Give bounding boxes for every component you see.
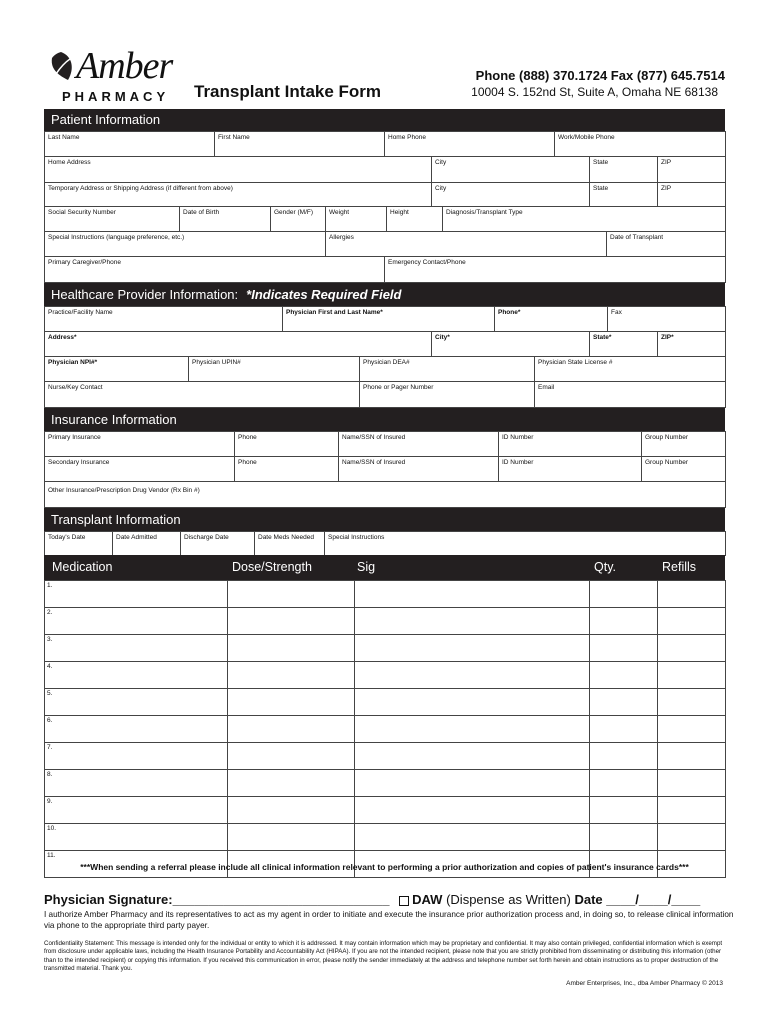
dose-cell[interactable] [228,797,355,824]
col-refills: Refills [662,560,697,574]
refills-cell[interactable] [658,581,726,608]
special-instructions-field[interactable]: Special Instructions (language preference, etc.) [45,232,326,257]
authorization-text: I authorize Amber Pharmacy and its representatives to act as my agent in order to initiate and execute the insurance prior authorization process and, in doing so, to release clinical information via phone to the appropriate third party payer. [44,910,734,930]
sig-cell[interactable] [355,824,590,851]
medication-row [45,824,726,851]
temp-zip-field[interactable]: ZIP [658,183,726,207]
provider-fax-field[interactable]: Fax [608,307,726,332]
provider-table-4 [44,381,726,408]
refills-cell[interactable] [658,635,726,662]
sig-cell[interactable] [355,662,590,689]
ssn-field[interactable]: Social Security Number [45,207,180,232]
sig-cell[interactable] [355,716,590,743]
qty-cell[interactable] [590,743,658,770]
dea-field[interactable]: Physician DEA# [360,357,535,382]
row-number: 11. [47,852,56,859]
secondary-phone-field[interactable]: Phone [235,457,339,482]
medication-row [45,581,726,608]
logo-subtitle: PHARMACY [62,89,170,104]
patient-info-table [44,131,726,157]
allergies-field[interactable]: Allergies [326,232,607,257]
physician-name-field[interactable]: Physician First and Last Name* [283,307,495,332]
refills-cell[interactable] [658,770,726,797]
temp-city-field[interactable]: City [432,183,590,207]
qty-cell[interactable] [590,824,658,851]
home-address-field[interactable]: Home Address [45,157,432,183]
confidentiality-statement: Confidentiality Statement: This message is intended only for the individual or entity to which it is addressed. It may contain information which may be proprietary and confidential. It may also contain privileged, confidential information which is exempt from disclosure under applicable laws, including the Health Insurance Portability and Accountability Act (HIPAA). If you are not the intended recipient, please note that you are strictly prohibited from disseminating or distributing this information (other than to the intended recipient) or copying this information. If you received this communication in error, please notify the sender immediately at the address and telephone number set forth herein and obtain instructions as to proper destruction of the transmitted material. Thank you. [44,940,723,972]
height-field[interactable]: Height [387,207,443,232]
sig-cell[interactable] [355,770,590,797]
city-field[interactable]: City [432,157,590,183]
patient-address-table [44,156,726,207]
medication-cell[interactable] [45,581,228,608]
todays-date-field[interactable]: Today's Date [45,532,113,556]
secondary-id-field[interactable]: ID Number [499,457,642,482]
refills-cell[interactable] [658,689,726,716]
provider-email-field[interactable]: Email [535,382,726,408]
provider-state-field[interactable]: State* [590,332,658,357]
refills-cell[interactable] [658,716,726,743]
upin-field[interactable]: Physician UPIN# [189,357,360,382]
col-qty: Qty. [594,560,616,574]
row-number: 10. [47,825,57,832]
dose-cell[interactable] [228,608,355,635]
medication-header [44,555,725,580]
practice-name-field[interactable]: Practice/Facility Name [45,307,283,332]
daw-text: (Dispense as Written) [446,892,571,907]
home-phone-field[interactable]: Home Phone [385,132,555,157]
provider-table-3 [44,356,726,382]
transplant-special-field[interactable]: Special Instructions [325,532,726,556]
sig-cell[interactable] [355,608,590,635]
medication-row [45,662,726,689]
patient-special-table [44,231,726,257]
provider-zip-field[interactable]: ZIP* [658,332,726,357]
section-patient-info [44,109,725,131]
section-transplant-info [44,508,725,531]
primary-group-field[interactable]: Group Number [642,432,726,457]
patient-details-table [44,206,726,232]
row-number: 3. [47,636,53,643]
medication-row [45,797,726,824]
physician-signature-field[interactable]: Physician Signature:______________________________ [44,892,390,907]
copyright: Amber Enterprises, Inc., dba Amber Pharmacy © 2013 [566,980,723,987]
section-provider-info [44,283,725,306]
gender-field[interactable]: Gender (M/F) [271,207,326,232]
provider-address-field[interactable]: Address* [45,332,432,357]
contact-address: 10004 S. 152nd St, Suite A, Omaha NE 68138 [471,85,718,99]
qty-cell[interactable] [590,662,658,689]
section-insurance-info [44,408,725,431]
dose-cell[interactable] [228,716,355,743]
daw-label: DAW [412,892,443,907]
medication-row [45,770,726,797]
qty-cell[interactable] [590,716,658,743]
col-dose: Dose/Strength [232,560,312,574]
qty-cell[interactable] [590,635,658,662]
weight-field[interactable]: Weight [326,207,387,232]
refills-cell[interactable] [658,797,726,824]
medication-cell[interactable] [45,635,228,662]
signature-line [44,892,700,907]
medication-row [45,716,726,743]
date-of-transplant-field[interactable]: Date of Transplant [607,232,726,257]
qty-cell[interactable] [590,770,658,797]
caregiver-field[interactable]: Primary Caregiver/Phone [45,257,385,283]
row-number: 4. [47,663,53,670]
dob-field[interactable]: Date of Birth [180,207,271,232]
row-number: 5. [47,690,53,697]
medication-cell[interactable] [45,770,228,797]
date-label: Date [574,892,603,907]
sig-cell[interactable] [355,689,590,716]
medication-cell[interactable] [45,689,228,716]
dose-cell[interactable] [228,743,355,770]
refills-cell[interactable] [658,743,726,770]
emergency-contact-field[interactable]: Emergency Contact/Phone [385,257,726,283]
referral-note: ***When sending a referral please include all clinical information relevant to performing a prior authorization and copies of patient's insurance cards*** [80,862,689,872]
medication-table [44,580,726,878]
temp-state-field[interactable]: State [590,183,658,207]
medication-cell[interactable] [45,608,228,635]
meds-needed-field[interactable]: Date Meds Needed [255,532,325,556]
secondary-name-ssn-field[interactable]: Name/SSN of Insured [339,457,499,482]
form-title: Transplant Intake Form [194,82,382,101]
refills-cell[interactable] [658,662,726,689]
medication-cell[interactable] [45,716,228,743]
medication-cell[interactable] [45,824,228,851]
refills-cell[interactable] [658,608,726,635]
medication-cell[interactable] [45,797,228,824]
dose-cell[interactable] [228,635,355,662]
qty-cell[interactable] [590,581,658,608]
medication-row [45,743,726,770]
pager-field[interactable]: Phone or Pager Number [360,382,535,408]
row-number: 6. [47,717,53,724]
medication-row [45,608,726,635]
transplant-table [44,531,726,556]
dose-cell[interactable] [228,689,355,716]
primary-id-field[interactable]: ID Number [499,432,642,457]
patient-contacts-table [44,256,726,283]
provider-phone-field[interactable]: Phone* [495,307,608,332]
row-number: 7. [47,744,53,751]
last-name-field[interactable]: Last Name [45,132,215,157]
medication-cell[interactable] [45,662,228,689]
amber-logo-leaf-icon [46,50,76,84]
row-number: 1. [47,582,53,589]
row-number: 8. [47,771,53,778]
medication-row [45,635,726,662]
dose-cell[interactable] [228,581,355,608]
section-heading: Insurance Information [51,412,177,427]
medication-cell[interactable] [45,743,228,770]
first-name-field[interactable]: First Name [215,132,385,157]
sig-cell[interactable] [355,797,590,824]
col-sig: Sig [357,560,376,574]
dose-cell[interactable] [228,824,355,851]
zip-field[interactable]: ZIP [658,157,726,183]
dose-cell[interactable] [228,770,355,797]
section-heading: Patient Information [51,112,161,127]
row-number: 9. [47,798,53,805]
row-number: 2. [47,609,53,616]
dose-cell[interactable] [228,662,355,689]
qty-cell[interactable] [590,689,658,716]
section-heading: Healthcare Provider Information: [51,287,239,302]
discharge-date-field[interactable]: Discharge Date [181,532,255,556]
state-field[interactable]: State [590,157,658,183]
work-phone-field[interactable]: Work/Mobile Phone [555,132,726,157]
primary-insurance-field[interactable]: Primary Insurance [45,432,235,457]
col-medication: Medication [52,560,113,574]
sig-cell[interactable] [355,635,590,662]
provider-table-1 [44,306,726,332]
nurse-contact-field[interactable]: Nurse/Key Contact [45,382,360,408]
date-admitted-field[interactable]: Date Admitted [113,532,181,556]
provider-table-2 [44,331,726,357]
primary-phone-field[interactable]: Phone [235,432,339,457]
logo-wordmark: Amber [76,45,173,87]
refills-cell[interactable] [658,824,726,851]
license-field[interactable]: Physician State License # [535,357,726,382]
daw-checkbox[interactable] [399,896,409,906]
secondary-insurance-field[interactable]: Secondary Insurance [45,457,235,482]
qty-cell[interactable] [590,797,658,824]
section-heading: Transplant Information [51,512,181,527]
diagnosis-field[interactable]: Diagnosis/Transplant Type [443,207,726,232]
secondary-group-field[interactable]: Group Number [642,457,726,482]
temp-address-field[interactable]: Temporary Address or Shipping Address (if different from above) [45,183,432,207]
sig-cell[interactable] [355,743,590,770]
other-insurance-field[interactable]: Other Insurance/Prescription Drug Vendor (Rx Bin #) [45,482,726,508]
primary-name-ssn-field[interactable]: Name/SSN of Insured [339,432,499,457]
qty-cell[interactable] [590,608,658,635]
contact-phone-fax: Phone (888) 370.1724 Fax (877) 645.7514 [475,68,725,83]
sig-cell[interactable] [355,581,590,608]
npi-field[interactable]: Physician NPI#* [45,357,189,382]
insurance-table [44,431,726,508]
required-field-note: *Indicates Required Field [246,287,402,302]
date-field[interactable]: ____/____/____ [606,892,701,907]
provider-city-field[interactable]: City* [432,332,590,357]
medication-row [45,689,726,716]
